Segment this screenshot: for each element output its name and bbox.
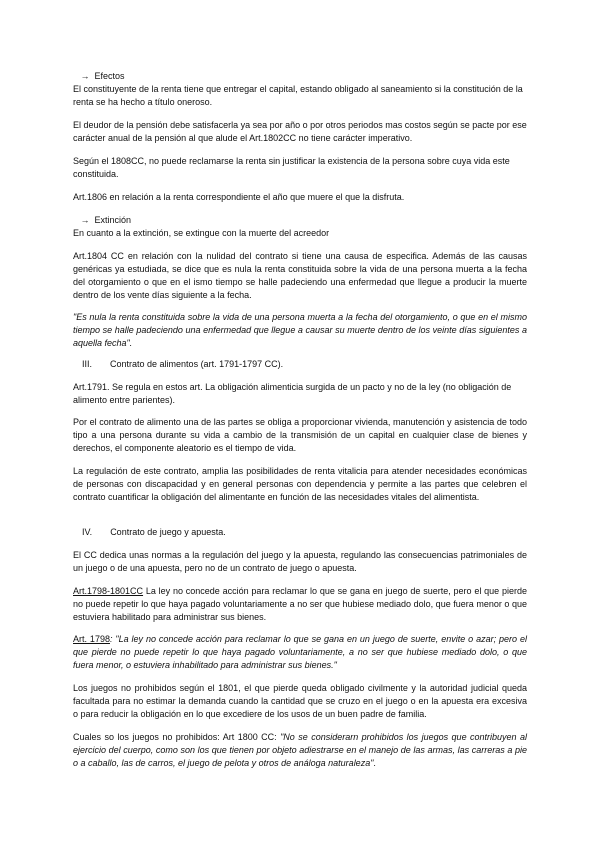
article-ref: Art.1798-1801CC: [73, 586, 144, 596]
paragraph: Los juegos no prohibidos según el 1801, el que pierde queda obligado civilmente y la autoridad judicial queda facultada para no estimar la demanda cuando la cantidad que se cruzo en el juego o en la apuesta era excesiva o para reducir la obligación en lo que excediere de los usos de un buen padre de familia.: [73, 683, 527, 719]
paragraph: La regulación de este contrato, amplia las posibilidades de renta vitalicia para atender necesidades económicas de personas con discapacidad y en general personas con dependencia y permite a las partes que celebren el contrato cuantificar la obligación del alimentante en función de las necesidades vitales del alimentista.: [73, 466, 527, 502]
quote-paragraph: "Es nula la renta constituida sobre la vida de una persona muerta a la fecha del otorgamiento, o que en el mismo tiempo se halle padeciendo una enfermedad que llegue a causar su muerte dentro de los veinte días siguientes a aquella fecha".: [73, 312, 527, 348]
paragraph: El constituyente de la renta tiene que entregar el capital, estando obligado al saneamiento si la constitución de la renta se ha hecho a título oneroso.: [73, 84, 523, 107]
article-ref: Art. 1798: [73, 634, 110, 644]
paragraph: El CC dedica unas normas a la regulación del juego y la apuesta, regulando las consecuencias patrimoniales de un juego o de una apuesta, pero no de un contrato de juego o apuesta.: [73, 550, 527, 573]
paragraph: Cuales so los juegos no prohibidos: Art 1800 CC: "No se considerarn prohibidos los juegos que contribuyen al ejercicio del cuerpo, como son los que tienen por objeto adiestrarse en el manejo de las armas, las carreras a pie o a caballo, las de carros, el juego de pelota y otros de análoga naturaleza".: [73, 732, 527, 768]
paragraph: El deudor de la pensión debe satisfacerla ya sea por año o por otros periodos mas costos según se pacte por ese carácter anual de la pensión al que alude el Art.1802CC no tiene carácter imperativo.: [73, 120, 527, 143]
arrow-icon: →: [80, 215, 90, 225]
paragraph: Art.1804 CC en relación con la nulidad del contrato si tiene una causa de especifica. Además de las causas genéricas ya estudiada, se dice que es nula la renta constituida sobre la vida de una persona muerta a la fecha del otorgamiento o que en el ismo tiempo se halle padeciendo una enfermedad que llegue a producir la muerte dentro de los vente días siguiente a la fecha.: [73, 251, 527, 300]
section-heading-iii: III. Contrato de alimentos (art. 1791-1797 CC).: [82, 359, 284, 369]
heading-extincion: → Extinción: [78, 214, 131, 227]
paragraph: Art. 1798: "La ley no concede acción para reclamar lo que se gana en un juego de suerte, envite o azar; pero el que pierde no puede repetir lo que haya pagado voluntariamente, a no ser que hubiese mediado dolo, o que fuera menor, o estuviera inhabilitado para administrar sus bienes.": [73, 634, 527, 670]
paragraph: Por el contrato de alimento una de las partes se obliga a proporcionar vivienda, manutención y asistencia de todo tipo a una persona durante su vida a cambio de la transmisión de un capital en cualquier clase de bienes y derechos, el componente aleatorio es el tiempo de vida.: [73, 417, 527, 453]
heading-efectos: → Efectos: [78, 70, 125, 83]
section-heading-iv: IV. Contrato de juego y apuesta.: [82, 527, 226, 537]
paragraph: Art.1791. Se regula en estos art. La obligación alimenticia surgida de un pacto y no de la ley (no obligación de alimento entre parientes).: [73, 382, 512, 405]
paragraph: Art.1806 en relación a la renta correspondiente el año que muere el que la disfruta.: [73, 192, 405, 202]
arrow-icon: →: [80, 71, 90, 81]
paragraph: En cuanto a la extinción, se extingue con la muerte del acreedor: [73, 228, 330, 238]
paragraph: Según el 1808CC, no puede reclamarse la renta sin justificar la existencia de la persona sobre cuya vida este constituida.: [73, 156, 510, 179]
paragraph: Art.1798-1801CC La ley no concede acción para reclamar lo que se gana en juego de suerte, pero el que pierde no puede repetir lo que haya pagado voluntariamente a no ser que hubiese mediado dolo, que fuera menor o que estuviera habilitado para administrar sus bienes.: [73, 586, 527, 622]
